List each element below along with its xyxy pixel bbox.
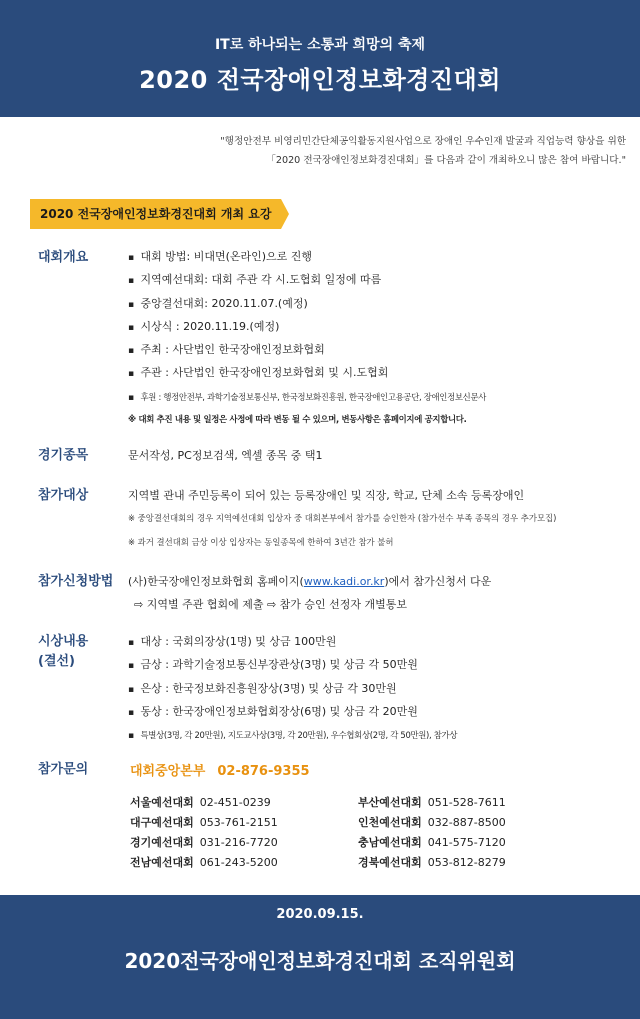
contact-main [130,760,310,779]
intro-line-1: "행정안전부 비영리민간단체공익활동지원사업으로 장애인 우수인재 발굴과 직업능력 향상을 위한 [220,136,626,147]
overview-note: ※ 대회 추진 내용 및 일정은 사정에 따라 변동 될 수 있으며, 변동사항은 홈페이지에 공지합니다. [128,414,467,425]
contact-region: 인천예선대회 032-887-8500 [358,816,506,829]
events-heading: 경기종목 [38,448,89,463]
bullet-icon: ▪ [128,253,135,263]
bullet-icon: ▪ [128,299,135,310]
overview-item: ▪ 시상식 : 2020.11.19.(예정) [128,315,486,338]
awards-heading: 시상내용 (결선) [38,634,89,669]
intro-text [26,132,626,170]
overview-item: ▪ 주최 : 사단법인 한국장애인정보화협회 [128,338,486,361]
awards-item: ▪ 금상 : 과학기술정보통신부장관상(3명) 및 상금 각 50만원 [128,653,457,676]
overview-heading: 대회개요 [38,250,89,265]
overview-item: ▪ 중앙결선대회: 2020.11.07.(예정) [128,292,486,315]
contact-heading: 참가문의 [38,762,89,777]
bullet-icon: ▪ [128,684,135,695]
apply-steps: ⇨ 지역별 주관 협회에 제출 ⇨ 참가 승인 선정자 개별통보 [134,598,408,612]
eligibility-note-2: ※ 과거 결선대회 금상 이상 입상자는 동일종목에 한하여 3년간 참가 불허 [128,536,394,547]
footer-banner [0,895,640,1019]
eligibility-text: 지역별 관내 주민등록이 되어 있는 등록장애인 및 직장, 학교, 단체 소속 등록장애인 [128,489,525,502]
bullet-icon: ▪ [128,661,135,672]
contact-main-name: 대회중앙본부 [130,764,206,779]
awards-item: ▪ 대상 : 국회의장상(1명) 및 상금 100만원 [128,630,457,653]
overview-list [128,245,486,431]
bullet-icon: ▪ [128,392,135,403]
bullet-icon: ▪ [128,731,135,742]
overview-item: ▪ 대회 방법: 비대면(온라인)으로 진행 [128,245,486,268]
homepage-link[interactable]: www.kadi.or.kr [303,575,385,588]
overview-item: ▪ 후원 : 행정안전부, 과학기술정보통신부, 한국정보화진흥원, 한국장애인고용공단, 장애인정보신문사 [128,385,486,408]
overview-item: ▪ 지역예선대회: 대회 주관 각 시.도협회 일정에 따름 [128,268,486,291]
events-body [128,444,323,467]
contact-region: 대구예선대회 053-761-2151 [130,816,278,829]
header-title: 2020 전국장애인정보화경진대회 [139,66,501,94]
eligibility-note-1: ※ 중앙결선대회의 경우 지역예선대회 입상자 중 대회본부에서 참가를 승인한자 (참가선수 부족 종목의 경우 추가모집) [128,513,557,524]
awards-item: ▪ 은상 : 한국정보화진흥원장상(3명) 및 상금 각 30만원 [128,677,457,700]
bullet-icon: ▪ [128,707,135,718]
contact-region: 부산예선대회 051-528-7611 [358,796,506,809]
events-text: 문서작성, PC정보검색, 엑셀 종목 중 택1 [128,449,323,462]
footer-date: 2020.09.15. [276,907,364,922]
apply-body [128,570,491,617]
intro-line-2: 「2020 전국장애인정보화경진대회」를 다음과 같이 개최하오니 많은 참여 바랍니다." [266,155,626,166]
section-label: 2020 전국장애인정보화경진대회 개최 요강 [30,199,281,229]
apply-text: (사)한국장애인정보화협회 홈페이지(www.kadi.or.kr)에서 참가신청서 다운 [128,575,492,588]
contact-region: 경북예선대회 053-812-8279 [358,856,506,869]
awards-item: ▪ 동상 : 한국장애인정보화협회장상(6명) 및 상금 각 20만원 [128,700,457,723]
bullet-icon: ▪ [128,369,135,380]
header-banner [0,0,640,117]
awards-list [128,630,457,746]
contact-region: 전남예선대회 061-243-5200 [130,856,278,869]
eligibility-body [128,484,556,554]
header-subtitle: IT로 하나되는 소통과 희망의 축제 [214,37,426,53]
bullet-icon: ▪ [128,638,135,648]
contact-region: 서울예선대회 02-451-0239 [130,796,271,809]
contact-main-number: 02-876-9355 [217,764,310,779]
contact-region: 경기예선대회 031-216-7720 [130,836,278,849]
eligibility-heading: 참가대상 [38,488,89,503]
overview-item: ▪ 주관 : 사단법인 한국장애인정보화협회 및 시.도협회 [128,361,486,384]
bullet-icon: ▪ [128,346,135,357]
bullet-icon: ▪ [128,276,135,287]
bullet-icon: ▪ [128,322,135,333]
apply-heading: 참가신청방법 [38,574,114,589]
footer-organizer: 2020전국장애인정보화경진대회 조직위원회 [124,949,516,973]
awards-item: ▪ 특별상(3명, 각 20만원), 지도교사상(3명, 각 20만원), 우수협회상(2명, 각 50만원), 참가상 [128,723,457,746]
contact-region: 충남예선대회 041-575-7120 [358,836,506,849]
